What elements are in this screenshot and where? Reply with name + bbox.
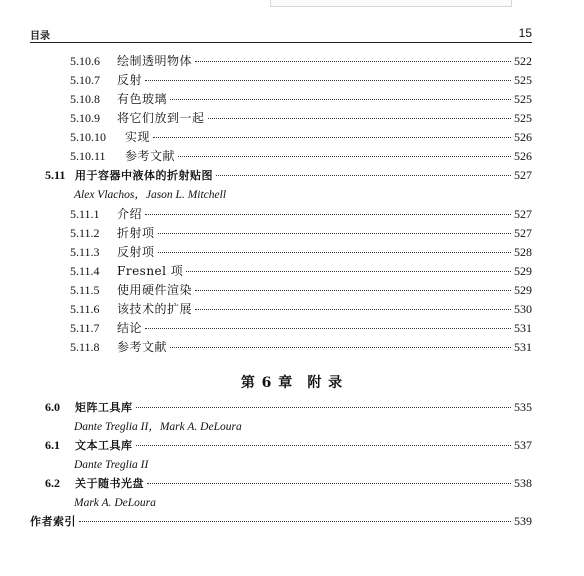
dot-leader [153, 137, 511, 138]
section-number: 6.0 [45, 400, 60, 414]
entry-number: 5.11.3 [70, 245, 100, 259]
dot-leader [170, 99, 511, 100]
dot-leader [195, 290, 511, 291]
section-page: 537 [514, 438, 532, 452]
toc-entry [70, 224, 532, 242]
entry-page: 529 [514, 283, 532, 297]
entry-page: 530 [514, 302, 532, 316]
entry-number: 5.10.8 [70, 92, 100, 106]
entry-title: 反射项 [117, 245, 155, 259]
entry-title: 该技术的扩展 [117, 302, 193, 316]
entry-title: 参考文献 [125, 149, 176, 163]
toc-entry [70, 128, 532, 146]
section-authors: Dante Treglia II，Mark A. DeLoura [74, 421, 242, 433]
section-page: 535 [514, 400, 532, 414]
toc-entry [70, 109, 532, 127]
section-authors: Dante Treglia II [74, 459, 149, 471]
entry-title: 介绍 [117, 207, 143, 221]
entry-title: 有色玻璃 [117, 92, 168, 106]
dot-leader [195, 309, 511, 310]
index-title: 作者索引 [30, 515, 76, 528]
toc-entry [70, 205, 532, 223]
dot-leader [195, 61, 511, 62]
section-number: 6.1 [45, 438, 60, 452]
section-authors: Mark A. DeLoura [74, 497, 156, 509]
dot-leader [145, 80, 511, 81]
dot-leader [145, 214, 511, 215]
dot-leader [178, 156, 511, 157]
toc-entry [70, 338, 532, 356]
entry-number: 5.11.4 [70, 264, 100, 278]
dot-leader [208, 118, 511, 119]
section-number: 5.11 [45, 168, 66, 182]
entry-title: 使用硬件渲染 [117, 283, 193, 297]
dot-leader [186, 271, 511, 272]
index-page: 539 [514, 514, 532, 528]
section-title: 矩阵工具库 [75, 401, 133, 414]
chapter-heading [0, 372, 584, 392]
header-section-label: 目录 [30, 31, 50, 42]
entry-title: 实现 [125, 130, 151, 144]
header-page-number: 15 [518, 26, 532, 40]
toc-index-entry [30, 512, 532, 530]
dot-leader [216, 175, 511, 176]
chapter-label: 第 6 章 [240, 375, 294, 391]
dot-leader [170, 347, 511, 348]
entry-page: 526 [514, 149, 532, 163]
section-title: 用于容器中液体的折射贴图 [75, 169, 213, 182]
top-edge-strip [270, 0, 512, 7]
entry-title: 反射 [117, 73, 143, 87]
toc-section [45, 436, 532, 454]
toc-entry [70, 147, 532, 165]
entry-number: 5.10.7 [70, 73, 100, 87]
entry-page: 525 [514, 111, 532, 125]
entry-number: 5.10.11 [70, 149, 106, 163]
entry-number: 5.11.1 [70, 207, 100, 221]
entry-number: 5.11.5 [70, 283, 100, 297]
toc-entry [70, 281, 532, 299]
toc-entry [70, 90, 532, 108]
section-title: 关于随书光盘 [75, 477, 144, 490]
entry-page: 531 [514, 321, 532, 335]
entry-title: 绘制透明物体 [117, 54, 193, 68]
dot-leader [145, 328, 511, 329]
section-title: 文本工具库 [75, 439, 133, 452]
dot-leader [158, 233, 511, 234]
dot-leader [79, 521, 511, 522]
entry-page: 526 [514, 130, 532, 144]
entry-number: 5.10.10 [70, 130, 106, 144]
toc-entry [70, 300, 532, 318]
section-authors: Alex Vlachos，Jason L. Mitchell [74, 189, 227, 201]
toc-entry [70, 71, 532, 89]
entry-title: Fresnel 项 [117, 264, 184, 278]
entry-page: 527 [514, 207, 532, 221]
toc-section [45, 398, 532, 416]
entry-page: 529 [514, 264, 532, 278]
entry-page: 525 [514, 73, 532, 87]
toc-section [45, 166, 532, 184]
entry-number: 5.11.8 [70, 340, 100, 354]
section-number: 6.2 [45, 476, 60, 490]
toc-entry [70, 243, 532, 261]
toc-entry [70, 319, 532, 337]
entry-title: 参考文献 [117, 340, 168, 354]
dot-leader [136, 407, 512, 408]
entry-page: 525 [514, 92, 532, 106]
running-header [30, 26, 532, 43]
section-page: 538 [514, 476, 532, 490]
dot-leader [136, 445, 512, 446]
entry-page: 531 [514, 340, 532, 354]
entry-page: 522 [514, 54, 532, 68]
section-page: 527 [514, 168, 532, 182]
entry-number: 5.11.7 [70, 321, 100, 335]
entry-page: 527 [514, 226, 532, 240]
toc-section [45, 474, 532, 492]
toc-entry [70, 52, 532, 70]
entry-number: 5.11.2 [70, 226, 100, 240]
entry-number: 5.11.6 [70, 302, 100, 316]
dot-leader [147, 483, 511, 484]
toc-entry [70, 262, 532, 280]
entry-title: 折射项 [117, 226, 155, 240]
chapter-title: 附 录 [307, 375, 344, 391]
entry-number: 5.10.6 [70, 54, 100, 68]
entry-title: 将它们放到一起 [117, 111, 205, 125]
entry-page: 528 [514, 245, 532, 259]
dot-leader [158, 252, 511, 253]
entry-title: 结论 [117, 321, 143, 335]
entry-number: 5.10.9 [70, 111, 100, 125]
